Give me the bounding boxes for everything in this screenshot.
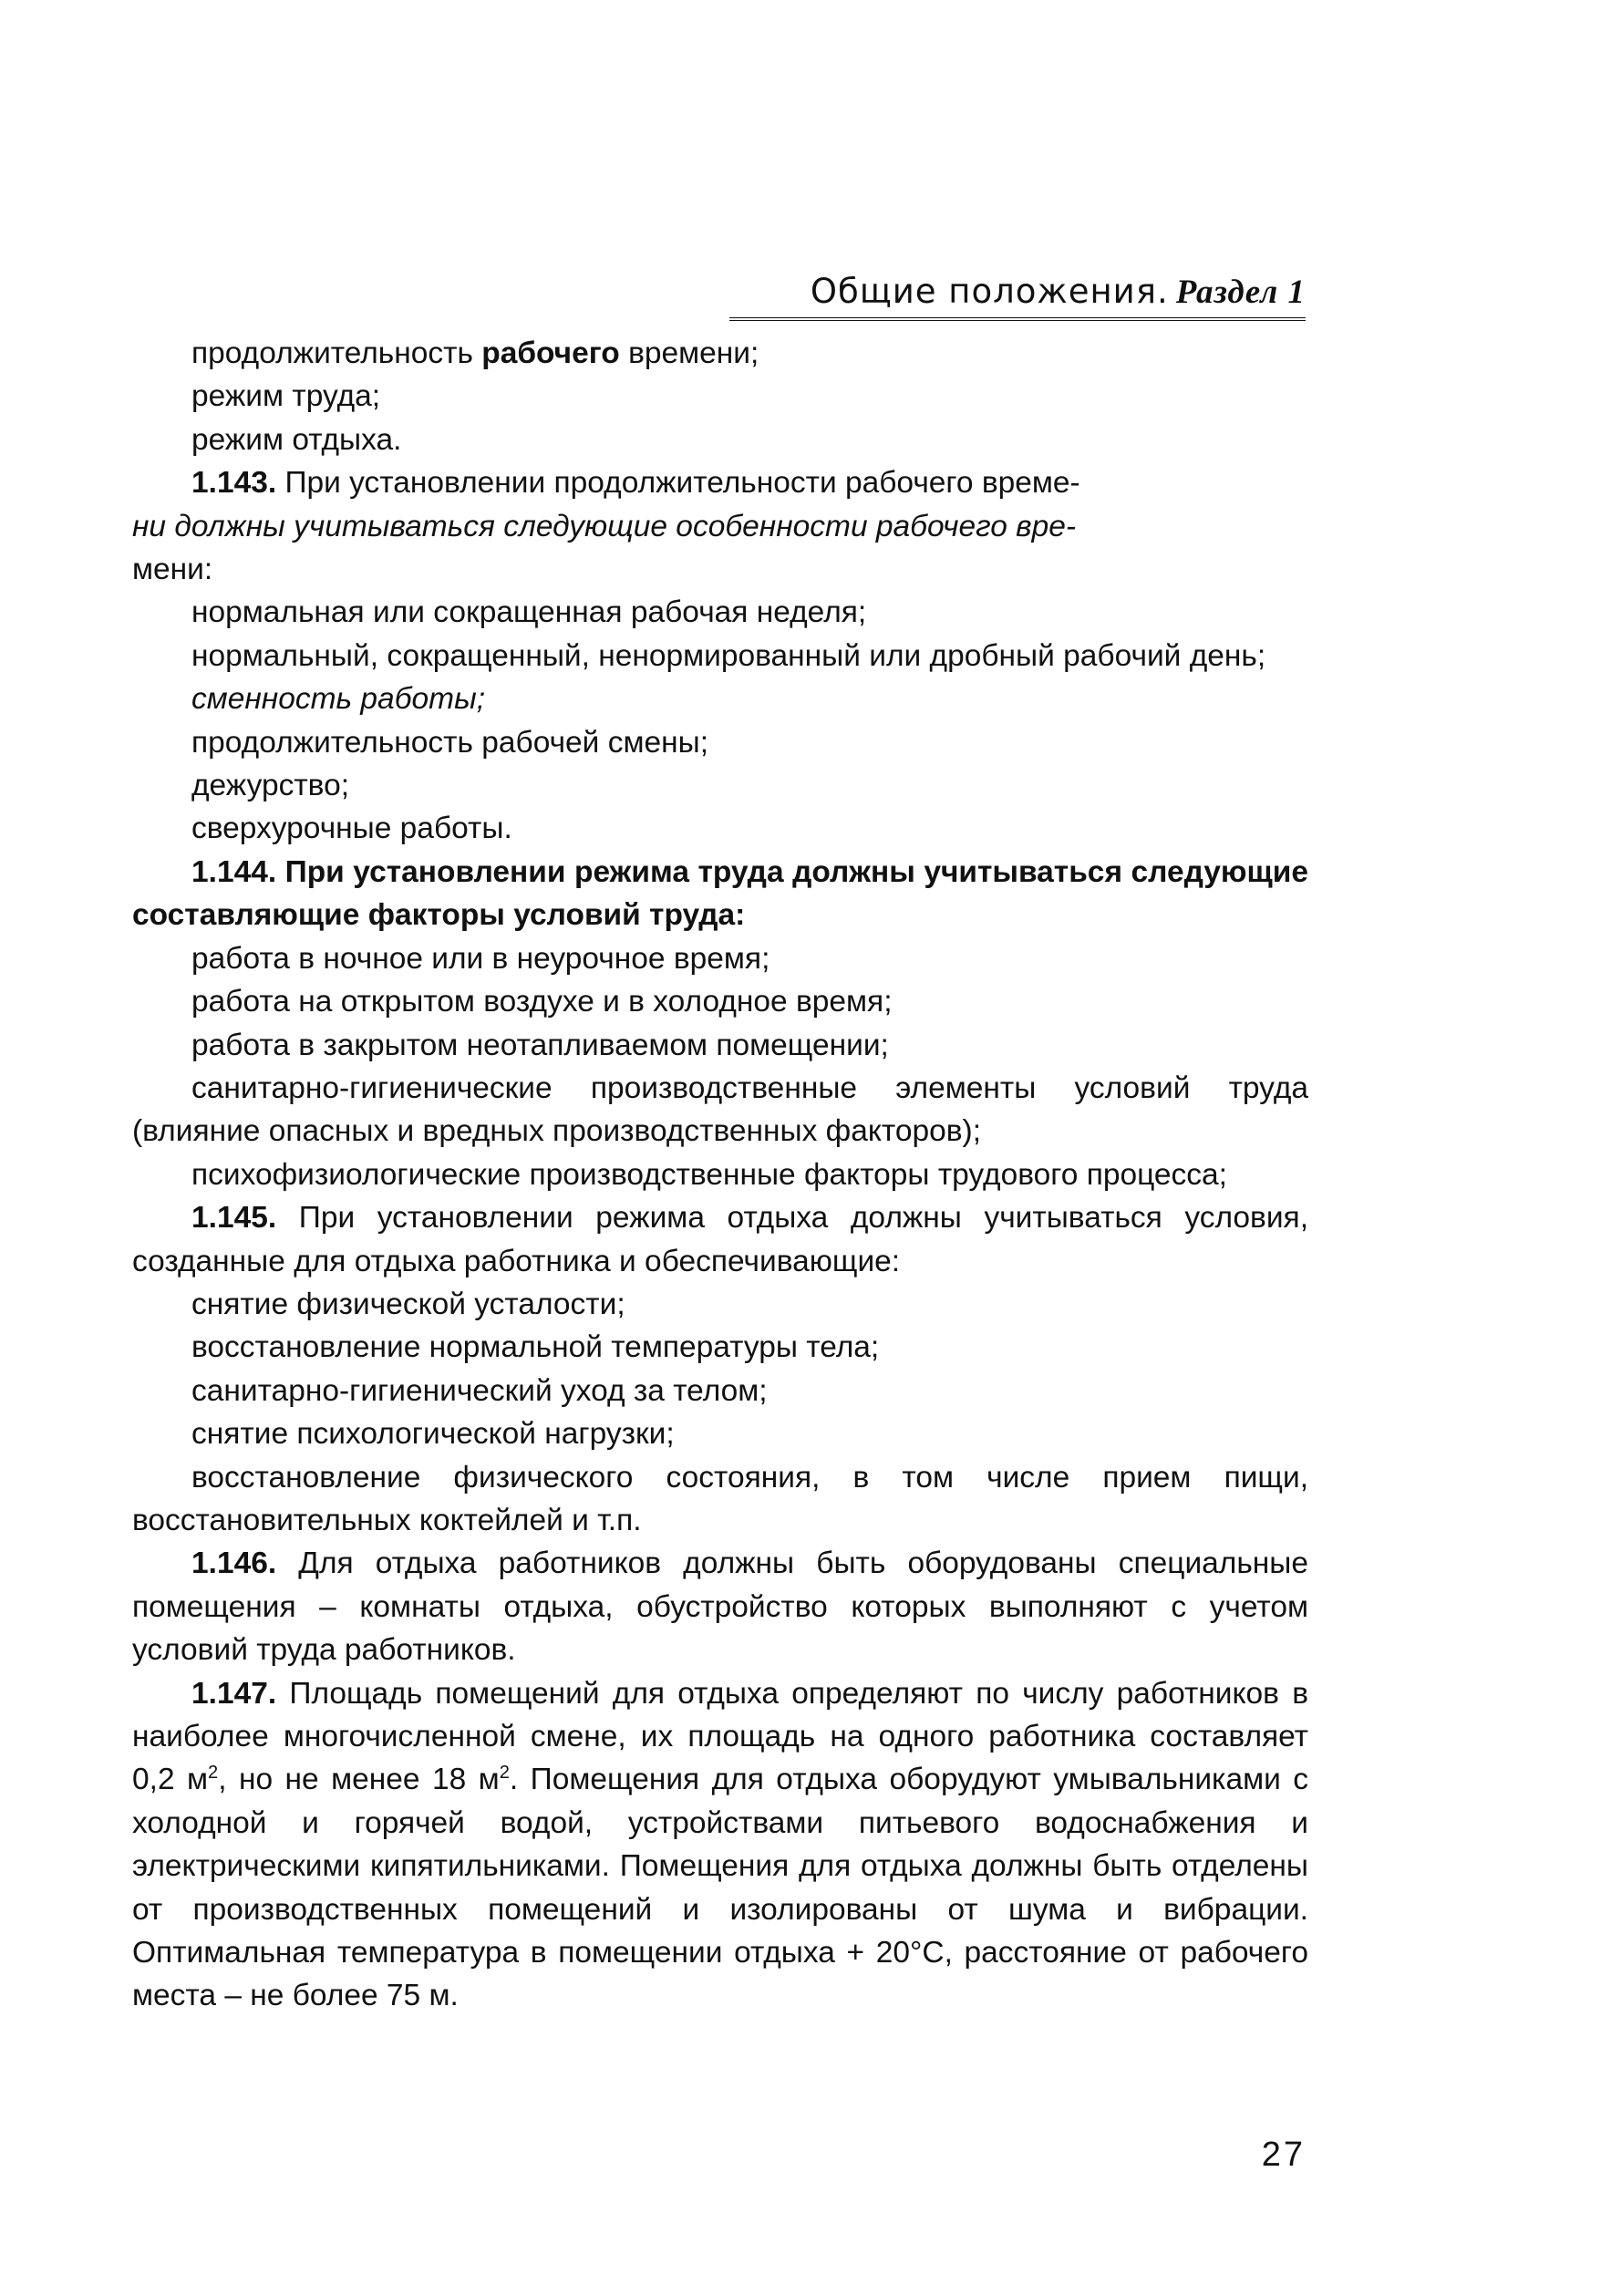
list-item: дежурство; xyxy=(191,769,350,803)
page-number: 27 xyxy=(1261,2136,1306,2174)
body-text xyxy=(132,332,1308,2018)
list-item: сверхурочные работы. xyxy=(191,812,512,846)
list-item: работа на открытом воздухе и в холодное время; xyxy=(191,985,893,1019)
list-item: снятие физической усталости; xyxy=(191,1287,625,1321)
list-item: продолжительность рабочей смены; xyxy=(191,725,708,760)
list-item: снятие психологической нагрузки; xyxy=(191,1417,675,1452)
list-item: санитарно-гигиенические производственные элементы условий труда (влияние опасных и вредных производственных факторов); xyxy=(132,1070,1308,1149)
header-section: Раздел 1 xyxy=(1175,274,1306,311)
list-item: психофизиологические производственные факторы трудового процесса; xyxy=(191,1157,1227,1192)
list-item: восстановление физического состояния, в том числе прием пищи, восстановительных коктейлей и т.п. xyxy=(132,1460,1308,1537)
paragraph-1-145: 1.145. При установлении режима отдыха должны учитываться условия, созданные для отдыха работника и обеспечивающие: xyxy=(132,1201,1309,1278)
paragraph-1-146: 1.146. Для отдыха работников должны быть оборудованы специальные помещения – комнаты отдыха, обустройство которых выполняют с учетом условий труда работников. xyxy=(132,1546,1308,1668)
list-item: нормальная или сокращенная рабочая неделя; xyxy=(191,595,867,630)
list-item: работа в ночное или в неурочное время; xyxy=(191,941,770,976)
paragraph-1-144: 1.144. При установлении режима труда должны учитываться следующие составляющие факторы условий труда: xyxy=(132,854,1308,933)
paragraph-number: 1.145. xyxy=(191,1201,277,1236)
list-item: режим труда; xyxy=(191,379,381,414)
paragraph-number: 1.144. xyxy=(191,854,277,889)
list-item: санитарно-гигиенический уход за телом; xyxy=(191,1373,768,1408)
list-item: режим отдыха. xyxy=(191,422,402,457)
paragraph-number: 1.147. xyxy=(191,1676,277,1711)
running-header xyxy=(729,266,1306,321)
list-item: сменность работы; xyxy=(191,682,486,717)
paragraph-1-143: 1.143. При установлении продолжительности рабочего време- ни должны учитываться следующие особенности рабочего вре- мени: xyxy=(132,466,1080,587)
list-item: продолжительность рабочего времени; xyxy=(191,336,759,370)
paragraph-number: 1.146. xyxy=(191,1546,277,1581)
header-title: Общие положения. xyxy=(810,272,1169,311)
paragraph-number: 1.143. xyxy=(191,466,277,501)
paragraph-1-147: 1.147. Площадь помещений для отдыха определяют по числу работников в наиболее многочисленной смене, их площадь на одного работника составляет 0,2 $м^2$, но не менее 18 $м^2$. Помещения для отдыха оборудуют умывальниками с холодной и горячей водой, устройствами питьевого водоснабжения и электрическими кипятильниками. Помещения для отдыха должны быть отделены от производственных помещений и изолированы от шума и вибрации. Оптимальная температура в помещении отдыха + 20°С, расстояние от рабочего места – не более 75 м. xyxy=(132,1676,1309,2013)
list-item: нормальный, сокращенный, ненормированный или дробный рабочий день; xyxy=(191,638,1266,673)
list-item: работа в закрытом неотапливаемом помещении; xyxy=(191,1028,889,1062)
list-item: восстановление нормальной температуры тела; xyxy=(191,1330,880,1365)
